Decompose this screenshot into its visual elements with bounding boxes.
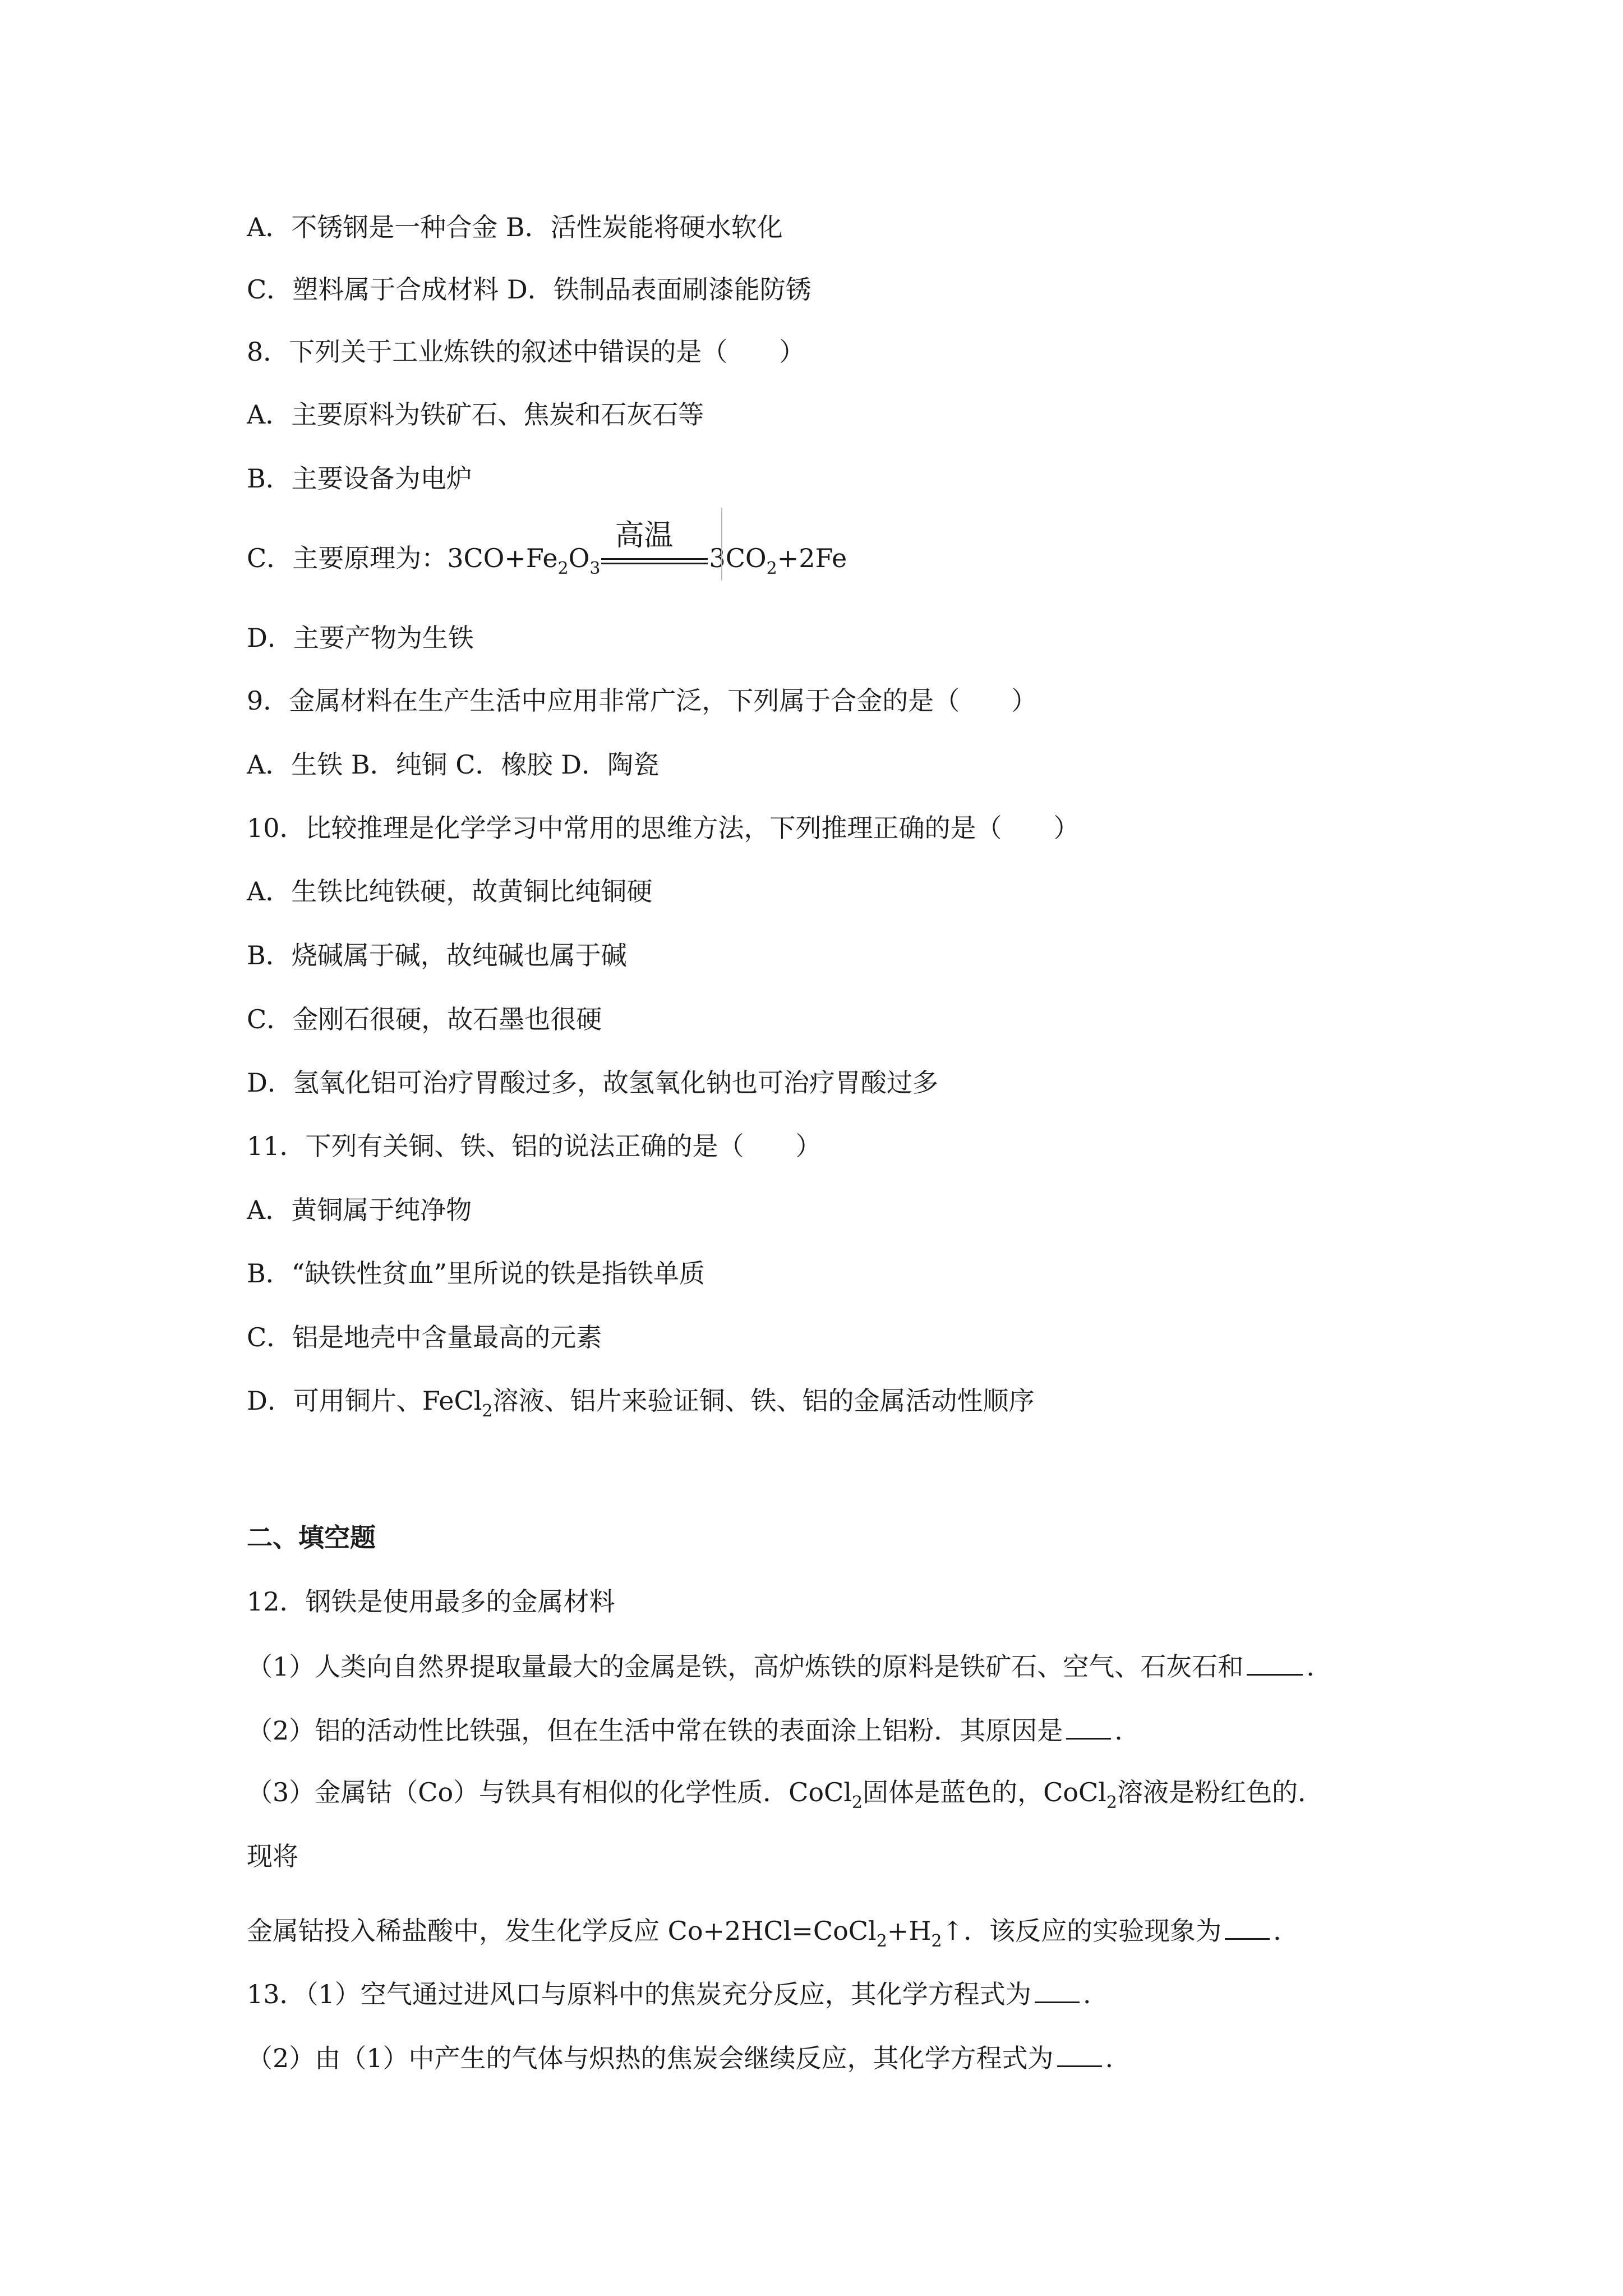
q12-part-1	[247, 1648, 1315, 1683]
period: .	[1082, 1979, 1091, 2009]
question-text: ↑．该反应的实验现象为	[942, 1916, 1222, 1946]
q8-stem: 8．下列关于工业炼铁的叙述中错误的是（ ）	[247, 337, 805, 367]
equation-text: O	[568, 543, 590, 573]
question-text: （3）金属钴（Co）与铁具有相似的化学性质．CoCl	[247, 1777, 852, 1807]
subscript: 2	[557, 559, 569, 578]
q13-part-1	[247, 1976, 1091, 2011]
q12-part-3-reaction	[247, 1912, 1281, 1952]
answer-blank[interactable]	[1247, 1648, 1303, 1676]
q9-stem: 9．金属材料在生产生活中应用非常广泛，下列属于合金的是（ ）	[247, 685, 1038, 716]
q9-options: A．生铁 B．纯铜 C．橡胶 D．陶瓷	[247, 749, 659, 780]
q8-option-b: B．主要设备为电炉	[247, 463, 472, 494]
answer-blank[interactable]	[1225, 1912, 1270, 1940]
question-text: +H	[887, 1916, 932, 1946]
cursor-line	[721, 508, 722, 581]
question-text: 固体是蓝色的，CoCl	[863, 1777, 1106, 1807]
q8-option-d: D．主要产物为生铁	[247, 623, 474, 653]
q10-option-c: C．金刚石很硬，故石墨也很硬	[247, 1004, 602, 1034]
q11-option-a: A．黄铜属于纯净物	[247, 1195, 472, 1225]
period: .	[1114, 1715, 1123, 1746]
q10-option-d: D．氢氧化铝可治疗胃酸过多，故氢氧化钠也可治疗胃酸过多	[247, 1068, 938, 1098]
q12-part-3-continued: 现将	[247, 1841, 298, 1871]
option-text-rest: 溶液、铝片来验证铜、铁、铝的金属活动性顺序	[492, 1386, 1035, 1416]
question-text: （2）铝的活动性比铁强，但在生活中常在铁的表面涂上铝粉．其原因是	[247, 1715, 1063, 1746]
answer-blank[interactable]	[1057, 2040, 1102, 2067]
q8-option-c	[247, 519, 847, 579]
subscript: 2	[1106, 1793, 1117, 1812]
equation-product: 3CO	[709, 543, 767, 573]
question-text: （2）由（1）中产生的气体与炽热的焦炭会继续反应，其化学方程式为	[247, 2043, 1054, 2073]
q13-part-2	[247, 2040, 1113, 2075]
equals-bar-top	[601, 558, 708, 560]
answer-blank[interactable]	[1066, 1712, 1111, 1740]
equation-prefix: C．主要原理为：3CO+Fe	[247, 543, 558, 573]
question-text: 金属钴投入稀盐酸中，发生化学反应 Co+2HCl=CoCl	[247, 1916, 877, 1946]
equation-end: +2Fe	[777, 543, 847, 573]
q11-option-d	[247, 1384, 1035, 1421]
q12-part-2	[247, 1712, 1123, 1747]
q8-option-a: A．主要原料为铁矿石、焦炭和石灰石等	[247, 399, 704, 430]
q10-option-b: B．烧碱属于碱，故纯碱也属于碱	[247, 940, 627, 970]
period: .	[1105, 2043, 1114, 2073]
section-heading: 二、填空题	[247, 1522, 376, 1553]
option-text: D．可用铜片、FeCl	[247, 1386, 482, 1416]
q10-option-a: A．生铁比纯铁硬，故黄铜比纯铜硬	[247, 876, 653, 907]
question-text: 溶液是粉红色的．	[1117, 1777, 1324, 1807]
subscript: 3	[589, 559, 601, 578]
reaction-condition	[601, 519, 708, 575]
subscript: 2	[851, 1793, 863, 1812]
q10-stem: 10．比较推理是化学学习中常用的思维方法，下列推理正确的是（ ）	[247, 813, 1080, 843]
q11-stem: 11．下列有关铜、铁、铝的说法正确的是（ ）	[247, 1131, 822, 1161]
subscript: 2	[482, 1401, 493, 1421]
subscript: 2	[766, 559, 777, 578]
period: .	[1273, 1916, 1281, 1946]
q12-part-3	[247, 1775, 1324, 1813]
question-text: 13．（1）空气通过进风口与原料中的焦炭充分反应，其化学方程式为	[247, 1979, 1031, 2009]
condition-label: 高温	[615, 519, 674, 553]
q7-options-ab: A．不锈钢是一种合金 B．活性炭能将硬水软化	[247, 212, 783, 242]
subscript: 2	[931, 1931, 942, 1951]
period: .	[1306, 1651, 1315, 1682]
question-text: （1）人类向自然界提取量最大的金属是铁，高炉炼铁的原料是铁矿石、空气、石灰石和	[247, 1651, 1244, 1682]
q11-option-c: C．铝是地壳中含量最高的元素	[247, 1322, 602, 1352]
subscript: 2	[876, 1931, 887, 1951]
q11-option-b: B．“缺铁性贫血”里所说的铁是指铁单质	[247, 1258, 705, 1289]
q12-stem: 12．钢铁是使用最多的金属材料	[247, 1586, 615, 1617]
answer-blank[interactable]	[1035, 1976, 1080, 2003]
equals-bar-bottom	[601, 563, 708, 564]
q7-options-cd: C．塑料属于合成材料 D．铁制品表面刷漆能防锈	[247, 274, 811, 305]
